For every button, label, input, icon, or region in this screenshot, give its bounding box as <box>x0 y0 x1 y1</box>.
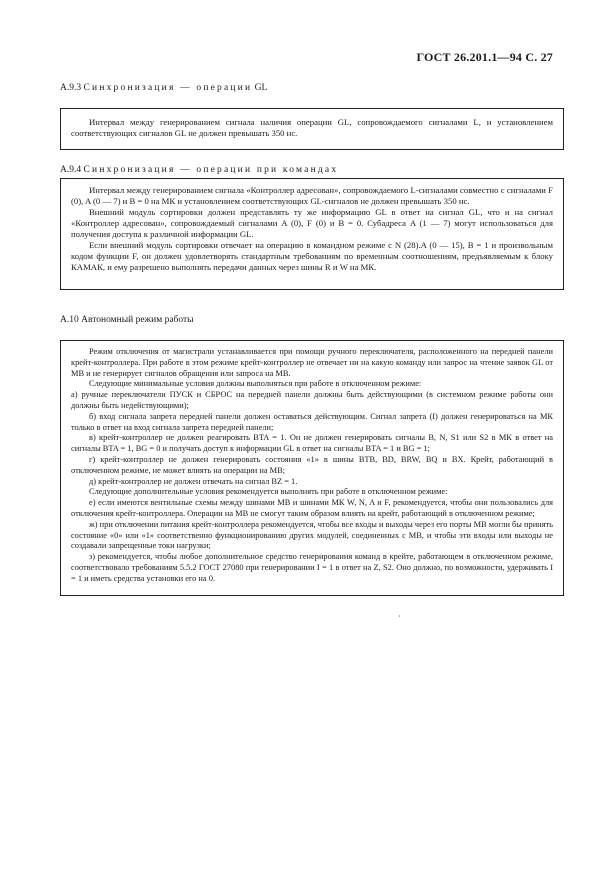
section-a10-title: А.10 Автономный режим работы <box>60 315 194 325</box>
stray-mark: · <box>398 612 401 621</box>
section-a10-item: б) вход сигнала запрета передней панели должен оставаться действующим. Сигнал запрета (I) должен генерироваться на МК только в ответ на вход сигнала запрета передней панели; <box>71 411 553 432</box>
section-a93-box <box>60 108 564 150</box>
section-a94-title-spaced: Синхронизация — операции при командах <box>83 165 339 175</box>
section-a94-box <box>60 178 564 290</box>
section-a10-item: г) крейт-контроллер не должен генерировать состояния «1» в шины BTB, BD, BRW, BQ и BX. Крейт, работающий в отключенном режиме, не может влиять на операции на МВ; <box>71 454 553 475</box>
section-a94-paragraph: Если внешний модуль сортировки отвечает на операцию в командном режиме с N (28).A (0 — 15), B = 1 и произвольным кодом функции F, он должен удовлетворять стандартным требованиям по временным соотношениям, предъявляемым к блоку КАМАК, и ему разрешено выполнять передачи данных через шины R и W на МК. <box>71 240 553 272</box>
section-a10-paragraph: Следующие минимальные условия должны выполняться при работе в отключенном режиме: <box>89 379 422 389</box>
section-a94-number: А.9.4 <box>60 165 82 175</box>
section-a10-item: в) крейт-контроллер не должен реагировать BTA = 1. Он не должен генерировать сигналы B, N, S1 или S2 в МК в ответ на сигналы BTA = 1, BG = 0 и получать доступ к информации GL в ответ на сигналы BTA = 1 и BG = 1; <box>71 433 553 454</box>
section-a10-item: д) крейт-контроллер не должен отвечать на сигнал BZ = 1. <box>89 476 298 486</box>
section-a94-paragraph: Внешний модуль сортировки должен представлять ту же информацию GL в ответ на сигнал GL, что и на сигнал «Контроллер адресован», сопровождаемый сигналами A (0), F (0) и B = 0. Субадреса A (1 — 7) могут использоваться для получения доступа к различной информации GL. <box>71 207 553 239</box>
section-a93-title <box>60 83 267 93</box>
section-a94-paragraph: Интервал между генерированием сигнала «Контроллер адресован», сопровождаемого L-сигналами совместно с сигналами F (0), A (0 — 7) и B = 0 на МК и установлением соответствующих GL-сигналов не должен превышать 350 нс. <box>71 185 553 206</box>
section-a10-item: а) ручные переключатели ПУСК и СБРОС на передней панели должны быть действующими (в системном режиме работы они должны быть недействующими); <box>71 390 553 410</box>
page-header: ГОСТ 26.201.1—94 С. 27 <box>416 50 553 64</box>
section-a10-box <box>60 340 564 596</box>
section-a93-title-tail: GL <box>254 83 268 93</box>
section-a93-text: Интервал между генерированием сигнала наличия операции GL, сопровождаемого сигналами L, и установлением соответствующих сигналов GL не должен превышать 350 нс. <box>71 117 553 138</box>
section-a93-title-spaced: Синхронизация — операции <box>83 83 253 93</box>
section-a10-paragraph: Следующие дополнительные условия рекомендуется выполнять при работе в отключенном режиме: <box>89 487 448 497</box>
section-a10-item: з) рекомендуется, чтобы любое дополнительное средство генерирования команд в крейте, работающем в отключенном режиме, соответствовало требованиям 5.5.2 ГОСТ 27080 при генерировании I = 1 в ответ на Z, S2. Оно должно, по возможности, удерживать I = 1 и иметь средства установки его на 0. <box>71 552 553 583</box>
section-a10-paragraph: Режим отключения от магистрали устанавливается при помощи ручного переключателя, расположенного на передней панели крейт-контроллера. При работе в этом режиме крейт-контроллер не отвечает ни на какую команду или запрос на чтение заявок GL от МВ и не генерирует сигналов обращения или запроса на МВ. <box>71 347 553 378</box>
section-a10-item: е) если имеются вентильные схемы между шинами МВ и шинами МК W, N, A и F, рекомендуется, чтобы они пользовались для отключения крейт-контроллера. Операции на МВ не смогут таким образом влиять на крейт, работающий в отключенном режиме; <box>71 498 553 518</box>
section-a94-title <box>60 165 338 175</box>
section-a93-number: А.9.3 <box>60 83 82 93</box>
section-a10-item: ж) при отключении питания крейт-контроллера рекомендуется, чтобы все входы и выходы через его порты МВ могли бы принять состояние «0» или «1» соответственно функционированию других модулей, соединенных с МВ, и чтобы эти входы или выходы не создавали запрещенные токи нагрузки; <box>71 519 553 551</box>
